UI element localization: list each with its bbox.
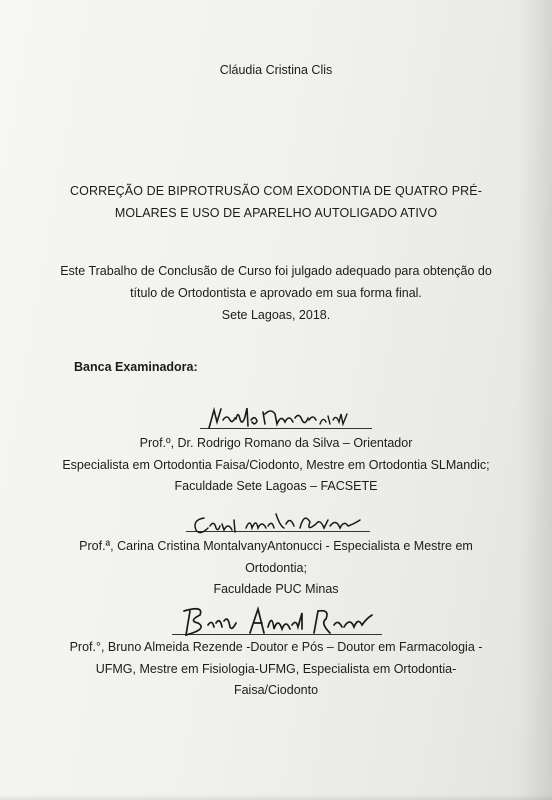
signature-rodrigo <box>205 400 355 434</box>
page-bottom-shadow <box>0 794 552 800</box>
approval-line: Este Trabalho de Conclusão de Curso foi julgado adequado para obtenção do <box>60 264 492 278</box>
member-line: Prof.ª, Carina Cristina MontalvanyAntonucci - Especialista e Mestre em <box>79 539 473 553</box>
approval-statement <box>0 260 552 326</box>
title-line: MOLARES E USO DE APARELHO AUTOLIGADO ATIVO <box>114 206 438 220</box>
approval-line: Sete Lagoas, 2018. <box>221 308 331 322</box>
approval-line: título de Ortodontista e aprovado em sua forma final. <box>130 286 422 300</box>
member-line: Especialista em Ortodontia Faisa/Ciodonto, Mestre em Ortodontia SLMandic; <box>62 457 490 472</box>
member-line: Prof.°, Bruno Almeida Rezende -Doutor e Pós – Doutor em Farmacologia - <box>69 640 483 654</box>
committee-member-2 <box>0 536 552 601</box>
thesis-title <box>0 180 552 224</box>
committee-member-3 <box>0 637 552 702</box>
member-line: Prof.º, Dr. Rodrigo Romano da Silva – Orientador <box>139 436 413 450</box>
author-name: Cláudia Cristina Clis <box>219 63 333 77</box>
member-line: Faculdade PUC Minas <box>213 582 339 596</box>
member-line: Faisa/Ciodonto <box>233 683 319 697</box>
committee-member-advisor <box>0 433 552 498</box>
member-line: Faculdade Sete Lagoas – FACSETE <box>174 479 378 493</box>
member-line: UFMG, Mestre em Fisiologia-UFMG, Especialista em Ortodontia- <box>95 661 457 676</box>
title-line: CORREÇÃO DE BIPROTRUSÃO COM EXODONTIA DE QUATRO PRÉ- <box>70 184 482 198</box>
member-line: Ortodontia; <box>245 560 307 575</box>
signature-carina <box>188 506 378 540</box>
committee-heading: Banca Examinadora: <box>74 360 198 374</box>
